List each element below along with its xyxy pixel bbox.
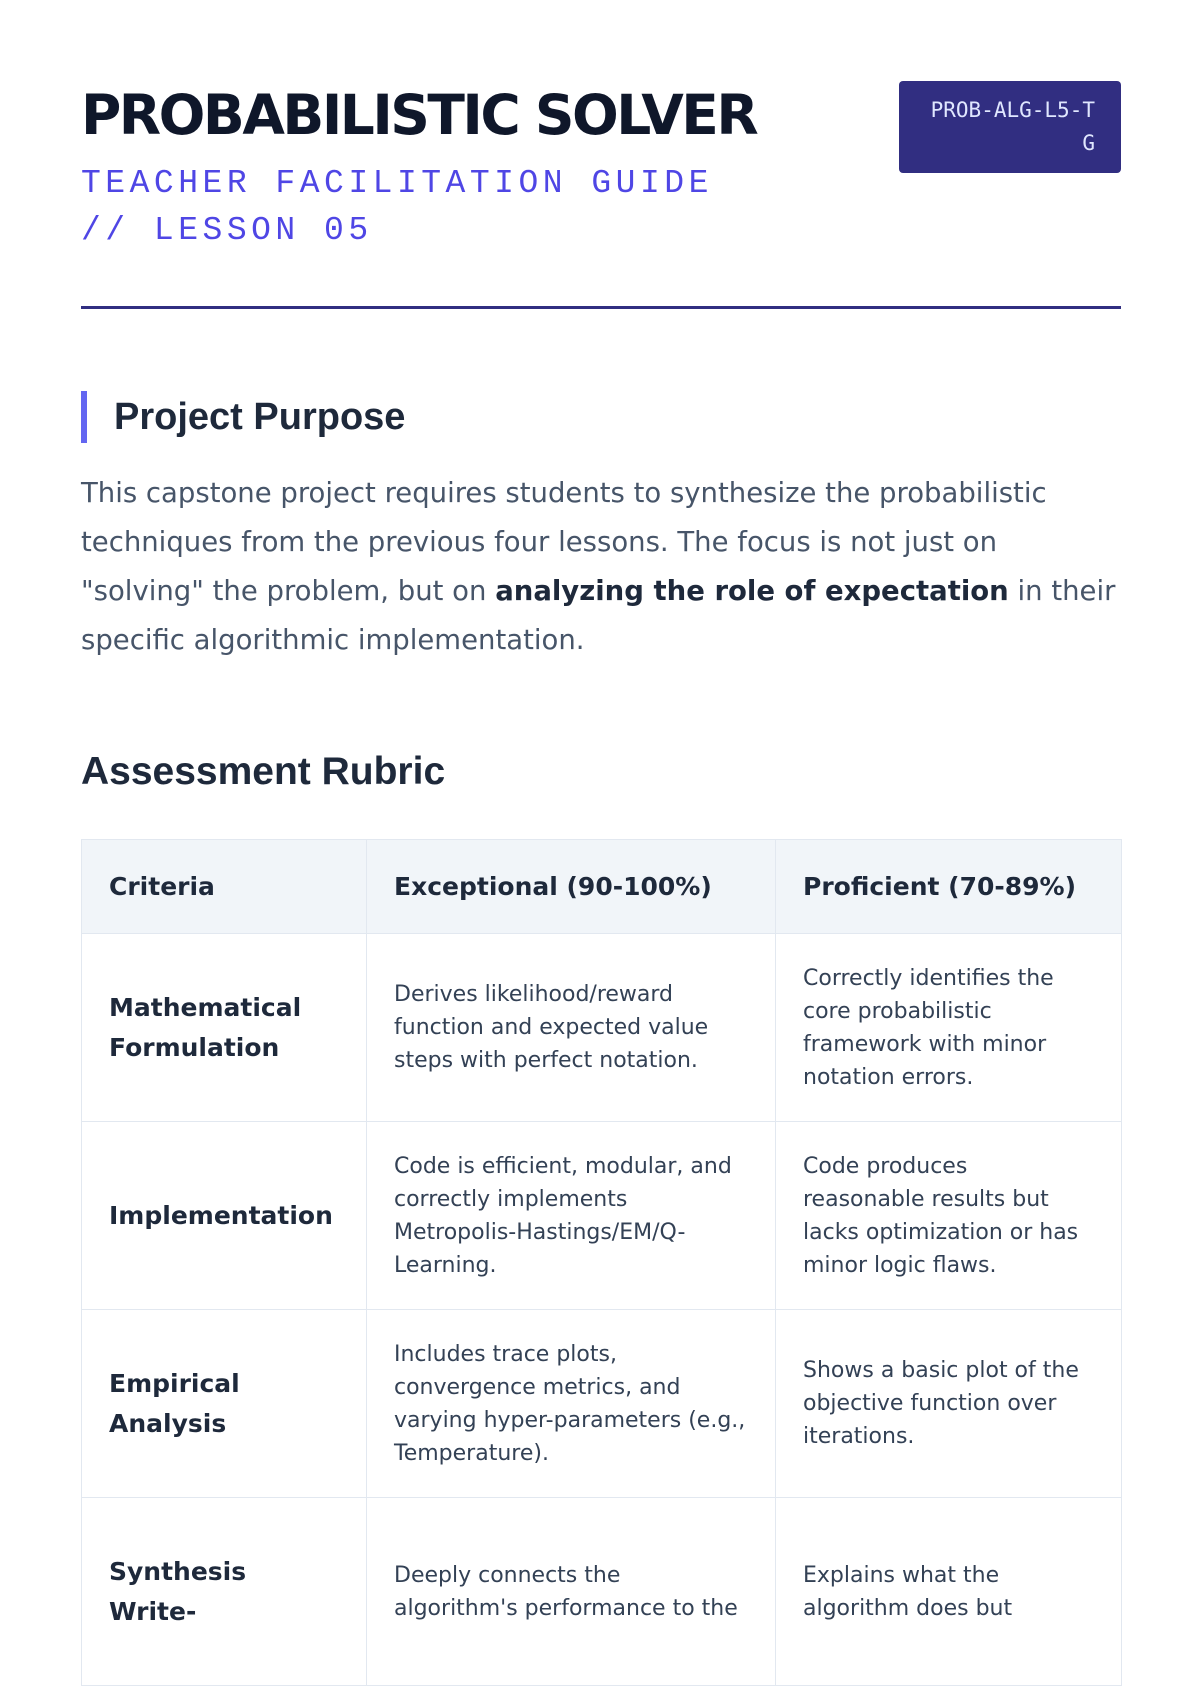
criteria-cell: Synthesis Write- xyxy=(82,1498,367,1686)
criteria-cell: Mathematical Formulation xyxy=(82,934,367,1122)
document-code-badge: PROB-ALG-L5-TG xyxy=(899,81,1121,173)
document-page xyxy=(81,0,1121,1626)
column-header-criteria: Criteria xyxy=(82,840,367,934)
project-purpose-heading xyxy=(81,391,1121,443)
purpose-text-emphasis: analyzing the role of expectation xyxy=(495,575,1009,607)
heading-accent-bar xyxy=(81,391,87,443)
table-header-row xyxy=(82,840,1122,934)
purpose-text-intro: This capstone project requires students to synthesize the probabilistic techniques from the previous four lessons. The focus is not just on "solving" the problem, but on xyxy=(81,477,1047,607)
assessment-rubric-table xyxy=(81,839,1122,1686)
criteria-cell: Empirical Analysis xyxy=(82,1310,367,1498)
proficient-cell: Correctly identifies the core probabilistic framework with minor notation errors. xyxy=(776,934,1122,1122)
purpose-text-ending: in their specific algorithmic implementation. xyxy=(81,575,1116,656)
exceptional-cell: Includes trace plots, convergence metrics, and varying hyper-parameters (e.g., Temperature). xyxy=(367,1310,776,1498)
table-row xyxy=(82,934,1122,1122)
project-purpose-section xyxy=(81,391,1121,665)
assessment-rubric-heading: Assessment Rubric xyxy=(81,750,446,793)
project-purpose-heading-text: Project Purpose xyxy=(114,396,406,438)
column-header-proficient: Proficient (70-89%) xyxy=(776,840,1122,934)
column-header-exceptional: Exceptional (90-100%) xyxy=(367,840,776,934)
document-header xyxy=(81,0,1121,310)
proficient-cell: Explains what the algorithm does but xyxy=(776,1498,1122,1686)
exceptional-cell: Derives likelihood/reward function and expected value steps with perfect notation. xyxy=(367,934,776,1122)
document-title: PROBABILISTIC SOLVER xyxy=(81,83,757,147)
document-subtitle: TEACHER FACILITATION GUIDE // LESSON 05 xyxy=(81,165,713,249)
exceptional-cell: Deeply connects the algorithm's performance to the xyxy=(367,1498,776,1686)
proficient-cell: Shows a basic plot of the objective function over iterations. xyxy=(776,1310,1122,1498)
proficient-cell: Code produces reasonable results but lacks optimization or has minor logic flaws. xyxy=(776,1122,1122,1310)
table-row xyxy=(82,1498,1122,1686)
header-divider xyxy=(81,306,1121,309)
table-row xyxy=(82,1310,1122,1498)
table-row xyxy=(82,1122,1122,1310)
exceptional-cell: Code is efficient, modular, and correctly implements Metropolis-Hastings/EM/Q-Learning. xyxy=(367,1122,776,1310)
criteria-cell: Implementation xyxy=(82,1122,367,1310)
project-purpose-text xyxy=(81,469,1121,665)
